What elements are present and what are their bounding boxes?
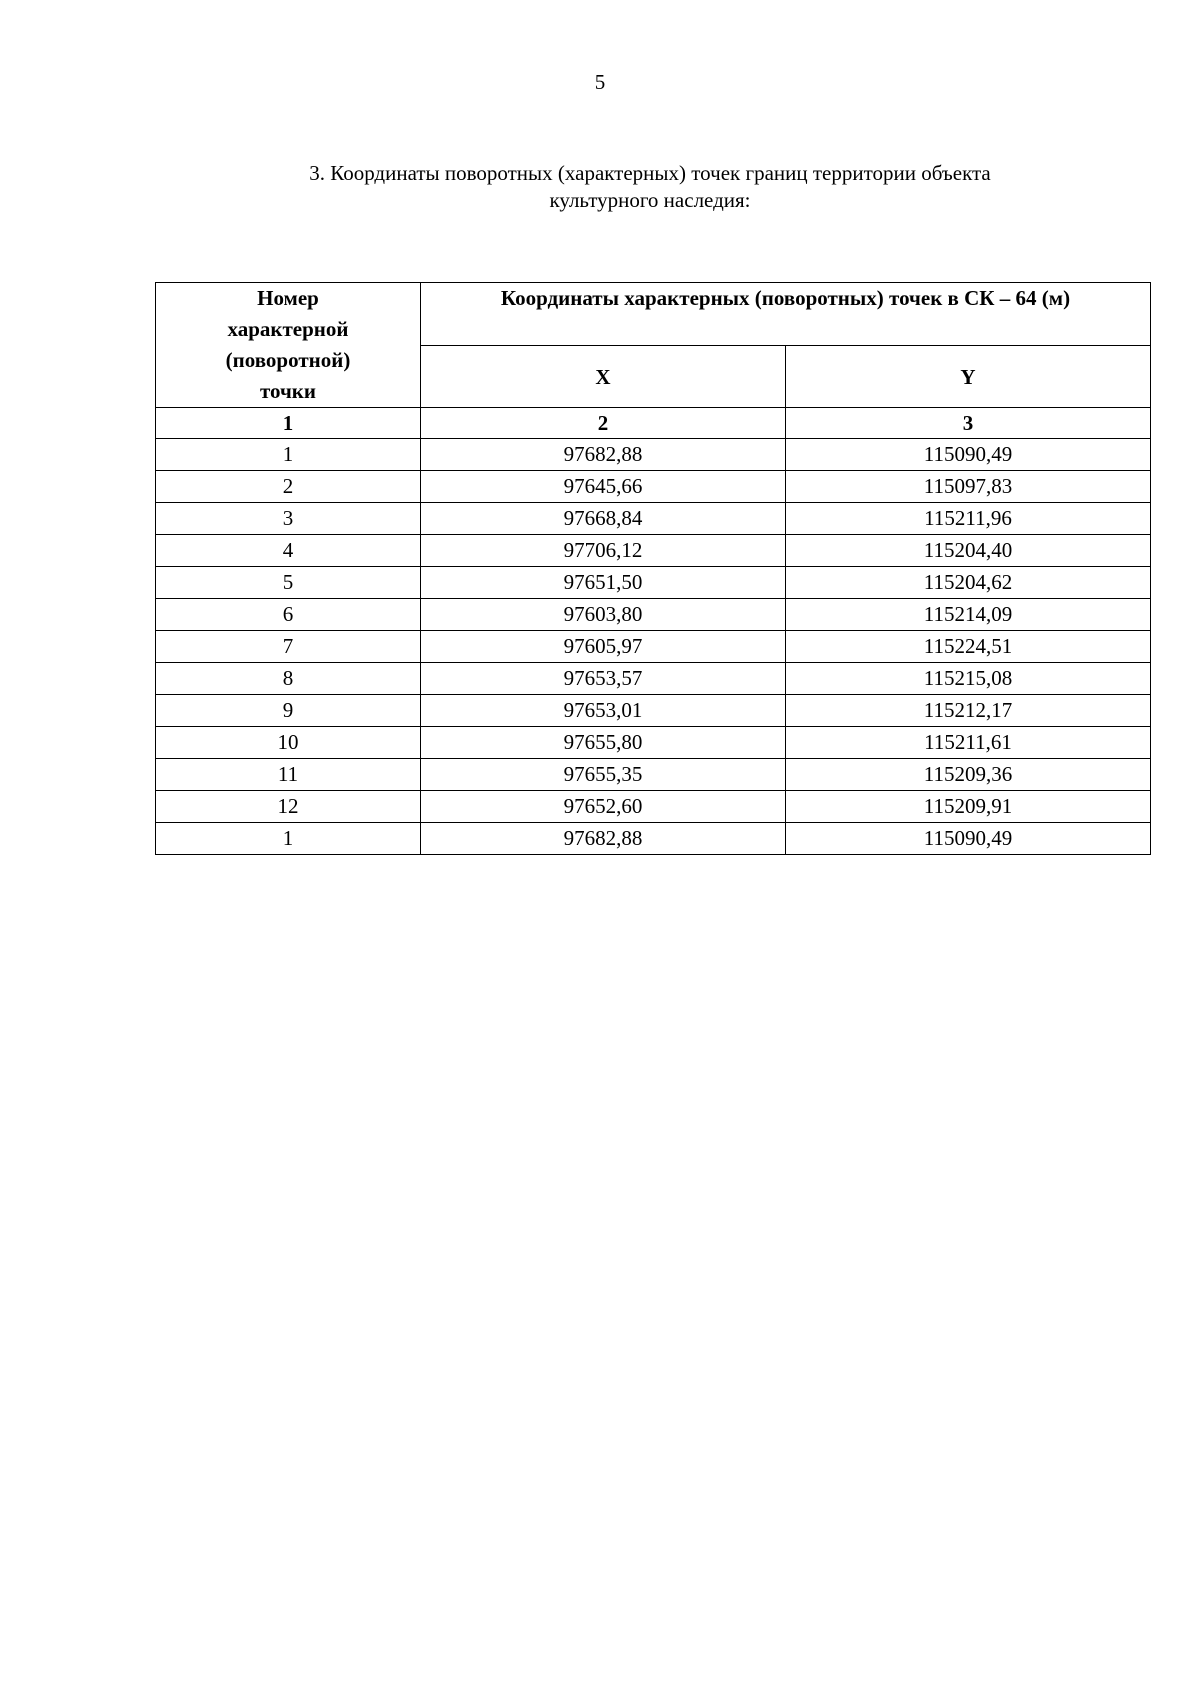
section-heading-line-2: культурного наследия: — [549, 188, 751, 212]
point-number-header-line: (поворотной) — [225, 348, 351, 372]
y-coordinate-cell: 115214,09 — [786, 599, 1151, 631]
point-number-cell: 12 — [156, 791, 421, 823]
x-coordinate-cell: 97682,88 — [421, 823, 786, 855]
point-number-header-line: точки — [259, 379, 317, 403]
table-row — [156, 503, 1151, 535]
table-row — [156, 535, 1151, 567]
x-coordinate-cell: 97645,66 — [421, 471, 786, 503]
y-coordinate-cell: 115224,51 — [786, 631, 1151, 663]
page-number: 5 — [594, 70, 606, 94]
column-number-row — [156, 408, 1151, 439]
column-number: 3 — [786, 408, 1151, 439]
x-coordinate-cell: 97706,12 — [421, 535, 786, 567]
point-number-cell: 11 — [156, 759, 421, 791]
point-number-header-line: Номер — [257, 286, 319, 310]
y-coordinate-cell: 115090,49 — [786, 823, 1151, 855]
table-header-row — [156, 283, 1151, 346]
column-number: 1 — [156, 408, 421, 439]
table-row — [156, 471, 1151, 503]
point-number-cell: 4 — [156, 535, 421, 567]
section-heading-line-1: 3. Координаты поворотных (характерных) точек границ территории объекта — [309, 161, 991, 185]
x-coordinate-cell: 97603,80 — [421, 599, 786, 631]
y-coordinate-cell: 115204,62 — [786, 567, 1151, 599]
table-row — [156, 791, 1151, 823]
point-number-cell: 3 — [156, 503, 421, 535]
y-header: Y — [786, 346, 1151, 408]
coordinates-header: Координаты характерных (поворотных) точек в СК – 64 (м) — [421, 283, 1151, 346]
table-row — [156, 631, 1151, 663]
section-heading — [150, 160, 1150, 214]
y-coordinate-cell: 115090,49 — [786, 439, 1151, 471]
y-coordinate-cell: 115097,83 — [786, 471, 1151, 503]
point-number-cell: 5 — [156, 567, 421, 599]
x-header: X — [421, 346, 786, 408]
table-body — [156, 439, 1151, 855]
table-row — [156, 823, 1151, 855]
coordinates-table — [155, 282, 1151, 855]
y-coordinate-cell: 115212,17 — [786, 695, 1151, 727]
x-coordinate-cell: 97668,84 — [421, 503, 786, 535]
point-number-header-line: характерной — [227, 317, 349, 341]
point-number-cell: 2 — [156, 471, 421, 503]
x-coordinate-cell: 97605,97 — [421, 631, 786, 663]
y-coordinate-cell: 115209,91 — [786, 791, 1151, 823]
y-coordinate-cell: 115211,61 — [786, 727, 1151, 759]
point-number-cell: 9 — [156, 695, 421, 727]
point-number-cell: 8 — [156, 663, 421, 695]
y-coordinate-cell: 115211,96 — [786, 503, 1151, 535]
x-coordinate-cell: 97651,50 — [421, 567, 786, 599]
table-row — [156, 695, 1151, 727]
table-row — [156, 759, 1151, 791]
y-coordinate-cell: 115215,08 — [786, 663, 1151, 695]
table-row — [156, 439, 1151, 471]
x-coordinate-cell: 97655,80 — [421, 727, 786, 759]
point-number-cell: 7 — [156, 631, 421, 663]
table-row — [156, 663, 1151, 695]
y-coordinate-cell: 115204,40 — [786, 535, 1151, 567]
x-coordinate-cell: 97653,01 — [421, 695, 786, 727]
point-number-cell: 1 — [156, 823, 421, 855]
x-coordinate-cell: 97655,35 — [421, 759, 786, 791]
point-number-cell: 10 — [156, 727, 421, 759]
table-row — [156, 567, 1151, 599]
x-coordinate-cell: 97652,60 — [421, 791, 786, 823]
x-coordinate-cell: 97653,57 — [421, 663, 786, 695]
y-coordinate-cell: 115209,36 — [786, 759, 1151, 791]
table-row — [156, 727, 1151, 759]
point-number-header — [156, 283, 421, 408]
column-number: 2 — [421, 408, 786, 439]
point-number-cell: 6 — [156, 599, 421, 631]
point-number-cell: 1 — [156, 439, 421, 471]
x-coordinate-cell: 97682,88 — [421, 439, 786, 471]
table-row — [156, 599, 1151, 631]
